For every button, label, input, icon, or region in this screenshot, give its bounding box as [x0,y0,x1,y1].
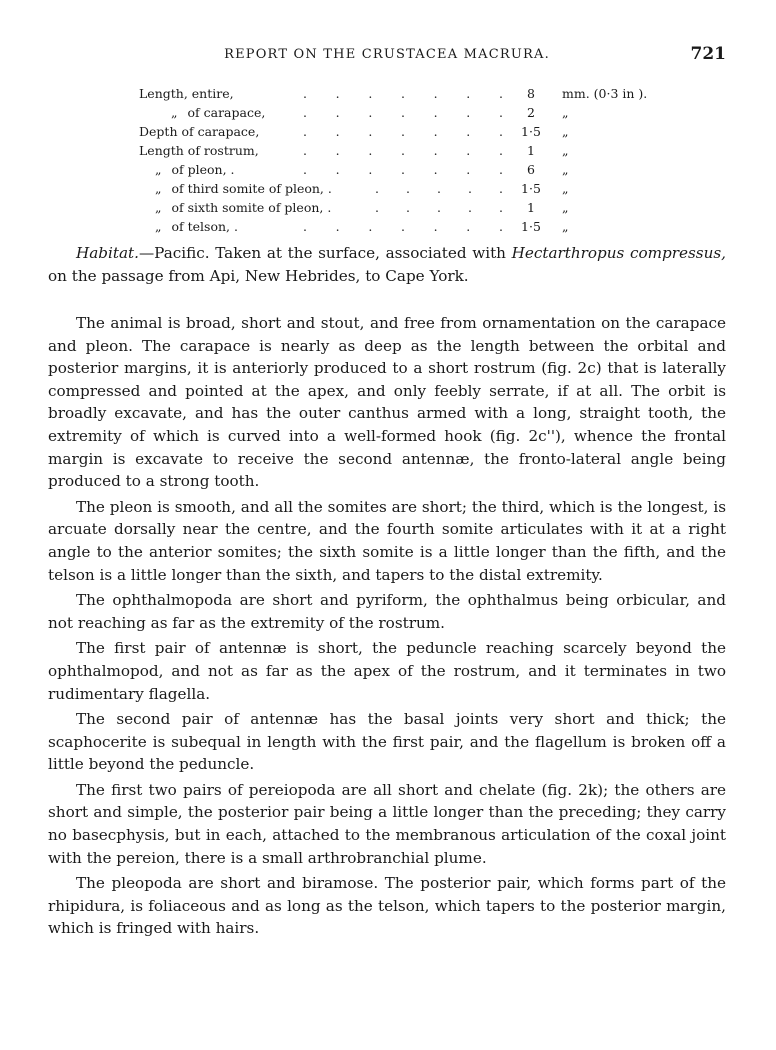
paragraph-pleon: The pleon is smooth, and all the somites are short; the third, which is the longest, is arcuate dorsally near the centre, and the fourth somite articulates with it at a right angle to the anterior somites; the sixth somite is a little longer than the fifth, and the telson is a little longer than the sixth, and tapers to the distal extremity. [48,497,726,584]
measurement-row [0,86,776,105]
species-name: Hectarthropus compressus, [511,244,726,262]
leader-dots: . . . . . . . [303,219,503,234]
measurement-label [155,181,332,196]
ditto-mark: „ [171,105,178,120]
measurement-row [0,124,776,143]
leader-dots: . . . . . . . [303,162,503,177]
habitat-paragraph [48,242,726,287]
measurement-value: 6 [527,162,535,177]
measurement-row [0,200,776,219]
measurement-label-text: of telson, . [171,219,238,234]
measurement-value: 1·5 [521,124,541,139]
measurement-row [0,143,776,162]
measurement-label-text: of third somite of pleon, . [171,181,332,196]
measurement-value: 2 [527,105,535,120]
measurement-row [0,219,776,238]
measurement-value: 1·5 [521,219,541,234]
measurements-table [0,86,776,238]
measurement-unit: „ [562,162,569,177]
measurement-row [0,105,776,124]
running-title: REPORT ON THE CRUSTACEA MACRURA. [224,47,550,62]
habitat-text-after: on the passage from Api, New Hebrides, to Cape York. [48,266,469,285]
running-header [48,44,726,68]
measurement-unit: „ [562,143,569,158]
leader-dots: . . . . . . . [303,86,503,101]
ditto-mark: „ [155,219,162,234]
measurement-value: 8 [527,86,535,101]
leader-dots: . . . . . . . [303,143,503,158]
measurement-unit: „ [562,124,569,139]
description-body [48,312,726,940]
measurement-label [155,162,235,177]
habitat-text-before: —Pacific. Taken at the surface, associated with [138,244,512,262]
paragraph-pleopoda: The pleopoda are short and biramose. The posterior pair, which forms part of the rhipidura, is foliaceous and as long as the telson, which tapers to the posterior margin, which is fringed with hairs. [48,874,726,938]
measurement-value: 1 [527,143,535,158]
paragraph-pereiopoda: The first two pairs of pereiopoda are all short and chelate (fig. 2k); the others are short and simple, the posterior pair being a little longer than the preceding; they carry no basecphysis, but in each, attached to the membranous articulation of the coxal joint with the pereion, there is a small arthrobranchial plume. [48,780,726,867]
measurement-label [171,105,265,120]
measurement-unit: mm. (0·3 in ). [562,86,648,101]
measurement-unit: „ [562,200,569,215]
measurement-value: 1 [527,200,535,215]
leader-dots: . . . . . . . [303,124,503,139]
measurement-unit: „ [562,181,569,196]
measurement-unit: „ [562,219,569,234]
page-number: 721 [690,44,726,64]
measurement-label: Length of rostrum, [139,143,259,158]
ditto-mark: „ [155,162,162,177]
leader-dots: . . . . . [375,200,503,215]
habitat-label: Habitat. [76,244,139,262]
measurement-row [0,162,776,181]
measurement-label: Depth of carapace, [139,124,260,139]
paragraph-second-antennae: The second pair of antennæ has the basal joints very short and thick; the scaphocerite is subequal in length with the first pair, and the flagellum is broken off a little beyond the peduncle. [48,710,726,774]
paragraph-first-antennae: The first pair of antennæ is short, the peduncle reaching scarcely beyond the ophthalmopod, and not as far as the apex of the rostrum, and it terminates in two rudimentary flagella. [48,639,726,703]
leader-dots: . . . . . [375,181,503,196]
measurement-label-text: of carapace, [187,105,266,120]
paragraph-carapace: The animal is broad, short and stout, and free from ornamentation on the carapace and pleon. The carapace is nearly as deep as the length between the orbital and posterior margins, it is anteriorly produced to a short rostrum (fig. 2c) that is laterally compressed and pointed at the apex, and only feebly serrate, if at all. The orbit is broadly excavate, and has the outer canthus armed with a long, straight tooth, the extremity of which is curved into a well-formed hook (fig. 2c''), whence the frontal margin is excavate to receive the second antennæ, the fronto-lateral angle being produced to a strong tooth. [48,314,726,491]
measurement-row [0,181,776,200]
measurement-label-text: of sixth somite of pleon, . [171,200,332,215]
ditto-mark: „ [155,200,162,215]
ditto-mark: „ [155,181,162,196]
measurement-label [155,200,331,215]
measurement-label-text: of pleon, . [171,162,235,177]
measurement-label: Length, entire, [139,86,234,101]
measurement-unit: „ [562,105,569,120]
paragraph-ophthalmopoda: The ophthalmopoda are short and pyriform, the ophthalmus being orbicular, and not reaching as far as the extremity of the rostrum. [48,591,726,632]
measurement-value: 1·5 [521,181,541,196]
leader-dots: . . . . . . . [303,105,503,120]
measurement-label [155,219,238,234]
